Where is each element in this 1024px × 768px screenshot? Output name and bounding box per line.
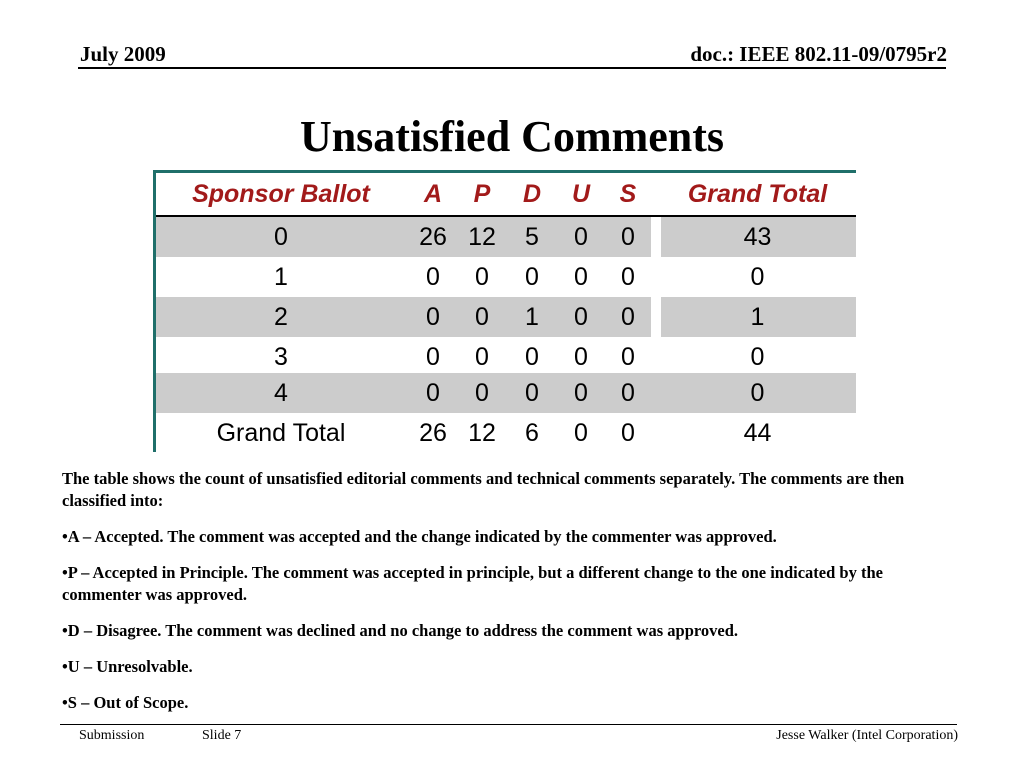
table-cell: 0: [475, 342, 489, 371]
table-cell: 0: [750, 378, 765, 407]
table-cell: 6: [525, 418, 539, 447]
table-cell: 0: [274, 222, 288, 251]
table-cell: 0: [574, 302, 588, 331]
header-cell-a: A: [423, 179, 443, 208]
header-cell-sponsor-ballot: Sponsor Ballot: [192, 179, 370, 208]
footer-rule: [60, 724, 957, 725]
table-cell: 0: [621, 262, 635, 291]
table-cell: 4: [274, 378, 288, 407]
table-cell: 0: [475, 378, 489, 407]
table-cell: 1: [750, 302, 765, 331]
table-cell: 0: [750, 262, 765, 291]
table-cell: 3: [274, 342, 288, 371]
table-header-row: [156, 173, 856, 217]
table-row: [156, 373, 856, 413]
table-cell: 0: [525, 378, 539, 407]
table-cell: 0: [621, 378, 635, 407]
table-cell: 43: [743, 222, 772, 251]
table-cell: 0: [426, 342, 440, 371]
description-item-d: •D – Disagree. The comment was declined and no change to address the comment was approved.: [62, 621, 739, 640]
table-cell: Grand Total: [216, 418, 346, 447]
table-cell: 26: [419, 222, 447, 251]
table-cell: 44: [743, 418, 772, 447]
description-block: [62, 468, 942, 728]
table-cell: 2: [274, 302, 288, 331]
header-doc-id: doc.: IEEE 802.11-09/0795r2: [690, 42, 947, 66]
table-cell: 0: [621, 222, 635, 251]
table-cell: 12: [468, 418, 496, 447]
table-cell: 0: [574, 418, 588, 447]
footer-submission: Submission: [79, 728, 145, 743]
description-item-u: •U – Unresolvable.: [62, 657, 193, 676]
table-cell: 0: [621, 418, 635, 447]
description-intro: The table shows the count of unsatisfied editorial comments and technical comments separately. The comments are then classified into:: [62, 469, 905, 510]
table-cell: 0: [525, 262, 539, 291]
header-rule: [78, 67, 946, 69]
ballot-table: [153, 170, 856, 452]
description-item-a: •A – Accepted. The comment was accepted and the change indicated by the commenter was approved.: [62, 527, 777, 546]
header-cell-s: S: [619, 179, 637, 208]
table-cell: 0: [621, 342, 635, 371]
header-cell-d: D: [522, 179, 542, 208]
table-cell: 1: [525, 302, 539, 331]
table-cell: 0: [621, 302, 635, 331]
description-item-p: •P – Accepted in Principle. The comment was accepted in principle, but a different change to the one indicated by the commenter was approved.: [62, 563, 883, 604]
table-total-row: [156, 413, 856, 453]
table-cell: 0: [475, 262, 489, 291]
table-cell: 0: [525, 342, 539, 371]
header-cell-u: U: [571, 179, 591, 208]
table-cell: 0: [426, 302, 440, 331]
table-cell: 0: [426, 262, 440, 291]
footer-author: Jesse Walker (Intel Corporation): [776, 728, 958, 743]
table-row: [156, 257, 856, 297]
table-cell: 1: [274, 262, 288, 291]
table-row: [156, 337, 856, 377]
table-cell: 0: [426, 378, 440, 407]
table-cell: 5: [525, 222, 539, 251]
table-cell: 0: [574, 262, 588, 291]
table-row: [156, 297, 856, 337]
slide-title: Unsatisfied Comments: [299, 112, 725, 161]
table-row: [156, 217, 856, 257]
header-cell-p: P: [473, 179, 491, 208]
table-cell: 0: [574, 342, 588, 371]
footer-slide-number: Slide 7: [202, 728, 242, 743]
table-cell: 0: [475, 302, 489, 331]
table-cell: 0: [750, 342, 765, 371]
table-cell: 0: [574, 378, 588, 407]
table-cell: 0: [574, 222, 588, 251]
table-cell: 12: [468, 222, 496, 251]
header-cell-grand-total: Grand Total: [687, 179, 828, 208]
description-item-s: •S – Out of Scope.: [62, 693, 189, 712]
table-cell: 26: [419, 418, 447, 447]
header-date: July 2009: [80, 42, 166, 66]
